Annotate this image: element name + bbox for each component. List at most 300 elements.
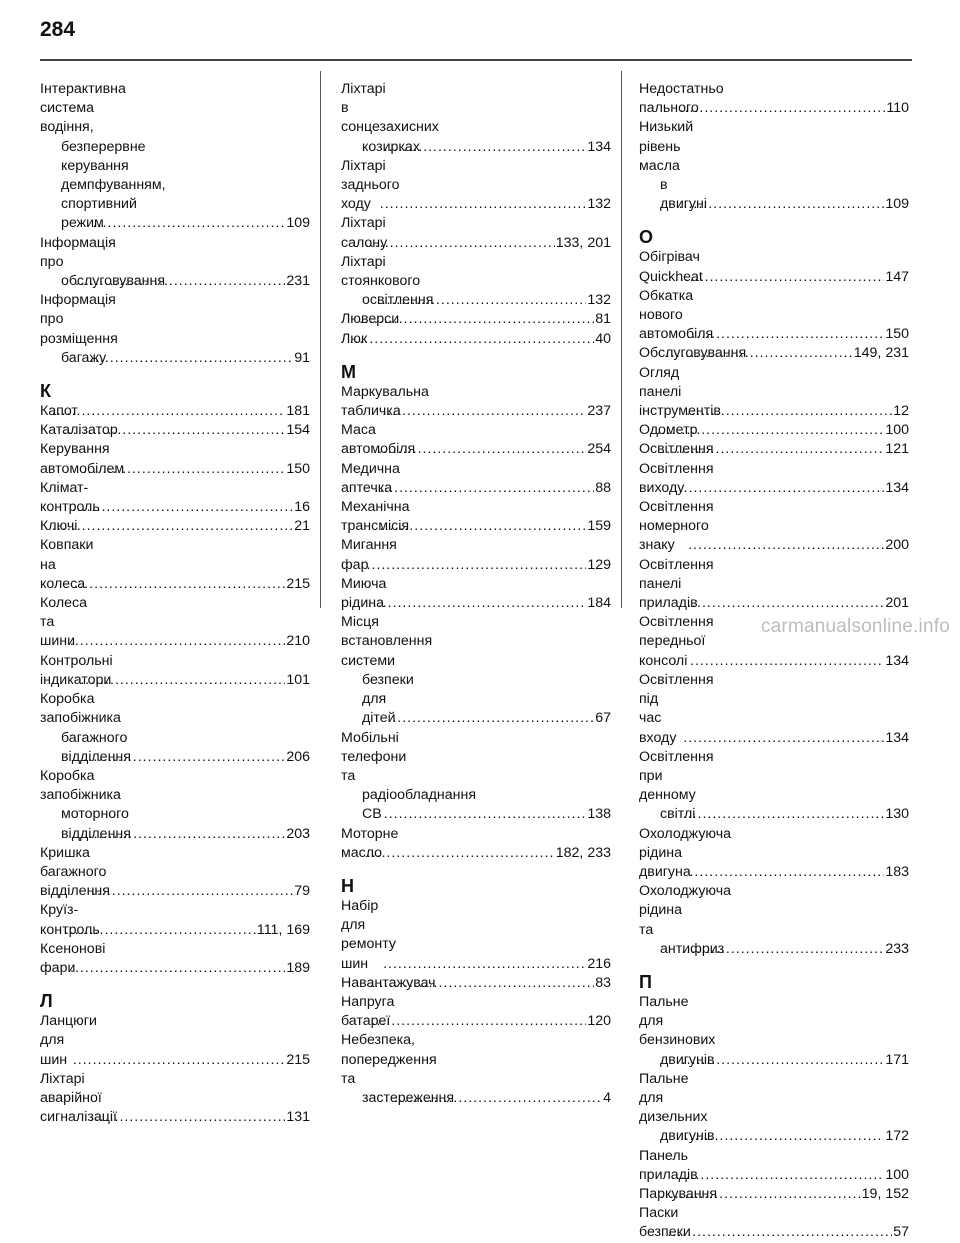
index-term — [639, 556, 714, 614]
page-reference: 16 — [294, 499, 310, 516]
index-term-line: Ліхтарі аварійної сигналізації — [40, 1070, 117, 1126]
index-entry — [639, 460, 909, 498]
index-term-continuation: освітлення — [362, 292, 434, 309]
index-term-line: Освітлення передньої консолі — [639, 614, 714, 669]
index-term-line: Інформація про розміщення — [40, 292, 118, 347]
index-entry — [40, 421, 310, 440]
index-term — [639, 993, 716, 1070]
page-reference: 121 — [885, 441, 909, 458]
page-reference: 138 — [587, 806, 611, 823]
index-term-line: Капот — [40, 403, 78, 420]
index-term-continuation: багажного відділення — [61, 729, 131, 765]
dot-leader — [384, 138, 587, 157]
page-reference: 111, 169 — [256, 921, 310, 938]
page-reference: 4 — [603, 1089, 611, 1106]
dot-leader — [368, 594, 586, 613]
index-term-continuation: моторного відділення — [61, 806, 131, 842]
dot-leader — [52, 402, 286, 421]
index-term-continuation: режим — [61, 215, 104, 232]
index-term-line: Недостатньо пального — [639, 81, 724, 117]
index-term-line: Коробка запобіжника — [40, 767, 121, 804]
dot-leader — [657, 421, 885, 440]
index-entry — [341, 575, 611, 613]
index-entry — [639, 421, 909, 440]
index-term-line: Освітлення — [639, 441, 714, 458]
index-term-line: Каталізатор — [40, 422, 118, 439]
index-term-line: Круїз-контроль — [40, 902, 100, 938]
dot-leader — [687, 594, 884, 613]
dot-leader — [83, 460, 286, 479]
index-term — [341, 460, 400, 498]
index-entry — [639, 556, 909, 614]
section-letter: П — [639, 971, 652, 992]
index-term-line: Кришка багажного відділення — [40, 844, 110, 900]
dot-leader — [367, 556, 587, 575]
index-term-line: Місця встановлення системи — [341, 614, 433, 669]
index-term-line: Огляд панелі інструментів — [639, 364, 721, 420]
dot-leader — [680, 1127, 884, 1146]
index-entry — [40, 1070, 310, 1128]
index-term — [40, 1070, 117, 1128]
index-term — [40, 767, 131, 844]
dot-leader — [369, 974, 594, 993]
index-entry — [40, 767, 310, 844]
page-reference: 183 — [885, 863, 909, 880]
index-term — [40, 402, 78, 421]
index-entry — [40, 536, 310, 594]
dot-leader — [675, 268, 884, 287]
dot-leader — [63, 421, 285, 440]
watermark: carmanualsonline.info — [760, 616, 950, 637]
dot-leader — [93, 214, 286, 233]
index-term-continuation: радіообладнання СВ — [362, 787, 477, 823]
page-reference: 91 — [294, 349, 310, 366]
index-term — [639, 364, 721, 422]
index-term — [639, 1204, 691, 1242]
index-term — [341, 897, 397, 974]
index-term — [341, 253, 434, 311]
index-term-line: Мобільні телефони та — [341, 729, 407, 784]
index-term-line: Ліхтарі стоянкового — [341, 253, 421, 290]
index-term-line: Освітлення панелі приладів — [639, 556, 714, 612]
index-entry — [40, 80, 310, 234]
index-column-3 — [639, 80, 909, 1243]
page-reference: 40 — [595, 330, 611, 347]
dot-leader — [359, 310, 594, 329]
index-term-line: Ксенонові фари — [40, 940, 106, 976]
index-term-line: Медична аптечка — [341, 460, 400, 496]
page-reference: 150 — [286, 460, 310, 477]
index-entry — [40, 1012, 310, 1070]
section-letter: К — [40, 381, 51, 402]
index-term — [341, 80, 439, 157]
dot-leader — [90, 349, 293, 368]
index-entry — [639, 1204, 909, 1242]
index-term-line: Маса автомобіля — [341, 422, 416, 458]
page-reference: 109 — [885, 196, 909, 213]
index-term — [639, 1070, 715, 1147]
index-term — [639, 118, 707, 214]
index-term-line: Люверси — [341, 311, 400, 328]
index-entry — [40, 517, 310, 536]
dot-leader — [382, 402, 586, 421]
index-term — [341, 974, 436, 993]
index-term-continuation: демпфуванням, спортивний — [61, 177, 166, 213]
index-term-line: Одометр — [639, 422, 698, 439]
index-term — [341, 330, 368, 349]
index-term-continuation: двигунів — [660, 1128, 715, 1145]
index-term-continuation: світлі — [660, 806, 696, 823]
dot-leader — [70, 959, 285, 978]
page-reference: 79 — [294, 883, 310, 900]
index-term-line: Освітлення під час входу — [639, 671, 714, 746]
dot-leader — [92, 882, 293, 901]
dot-leader — [682, 1051, 885, 1070]
dot-leader — [72, 498, 293, 517]
dot-leader — [680, 99, 886, 118]
index-term — [639, 460, 714, 498]
page-reference: 154 — [286, 422, 310, 439]
page-reference: 21 — [294, 518, 310, 535]
index-entry — [40, 901, 310, 939]
dot-leader — [372, 1012, 587, 1031]
index-entry — [341, 460, 611, 498]
index-term — [341, 993, 395, 1031]
index-term-line: Колеса та шини — [40, 595, 87, 650]
index-term-line: Клімат-контроль — [40, 479, 100, 516]
index-term — [341, 613, 433, 728]
index-entry — [639, 1185, 909, 1204]
index-term — [341, 575, 387, 613]
page-reference: 131 — [286, 1109, 310, 1126]
page-reference: 147 — [885, 268, 909, 285]
page-reference: 132 — [587, 196, 611, 213]
dot-leader — [80, 671, 285, 690]
index-term-line: Освітлення при денному — [639, 748, 714, 804]
index-term — [341, 214, 388, 252]
page-reference: 88 — [595, 479, 611, 496]
index-entry — [341, 613, 611, 728]
page-reference: 134 — [885, 729, 909, 746]
index-term-line: Освітлення номерного знаку — [639, 499, 714, 554]
page-reference: 233 — [885, 940, 909, 957]
index-entry — [639, 248, 909, 286]
page-reference: 120 — [587, 1013, 611, 1030]
index-term-line: Керування автомобілем — [40, 441, 125, 477]
page-reference: 237 — [587, 403, 611, 420]
page-reference: 216 — [587, 955, 611, 972]
page-reference: 100 — [885, 1166, 909, 1183]
index-term — [639, 613, 714, 671]
dot-leader — [679, 195, 885, 214]
page-reference: 134 — [587, 138, 611, 155]
page-reference: 110 — [886, 100, 909, 117]
page-reference: 100 — [885, 422, 909, 439]
index-entry — [341, 253, 611, 311]
page-reference: 101 — [286, 671, 310, 688]
index-term — [341, 825, 399, 863]
index-term — [40, 536, 94, 594]
index-term — [40, 291, 118, 368]
index-entry — [40, 234, 310, 292]
page-reference: 210 — [286, 633, 310, 650]
index-term-line: Освітлення виходу — [639, 460, 714, 496]
dot-leader — [689, 863, 884, 882]
index-term-line: Пальне для дизельних — [639, 1070, 708, 1126]
index-term-line: Коробка запобіжника — [40, 691, 121, 727]
index-entry — [341, 310, 611, 329]
dot-leader — [688, 536, 884, 555]
dot-leader — [671, 1166, 885, 1185]
page-reference: 215 — [286, 1051, 310, 1068]
index-entry — [639, 498, 909, 556]
index-entry — [341, 383, 611, 421]
page-reference: 254 — [587, 441, 611, 458]
page-reference: 189 — [286, 959, 310, 976]
index-term-line: Контрольні індикатори — [40, 652, 113, 688]
index-entry — [40, 940, 310, 978]
index-term — [639, 248, 703, 286]
index-entry — [341, 729, 611, 825]
index-term-line: Ліхтарі заднього ходу — [341, 157, 400, 213]
index-term-line: Ліхтарі салону — [341, 215, 388, 251]
index-term — [639, 671, 714, 748]
index-entry — [341, 974, 611, 993]
index-entry — [639, 882, 909, 959]
page-reference: 203 — [286, 825, 310, 842]
index-term — [341, 421, 416, 459]
dot-leader — [380, 517, 587, 536]
page-reference: 206 — [286, 748, 310, 765]
index-term-line: Ковпаки на колеса — [40, 537, 94, 592]
column-divider — [621, 71, 622, 608]
index-term-continuation: обслуговування — [61, 273, 166, 290]
column-divider — [320, 71, 321, 608]
index-entry — [639, 1070, 909, 1147]
dot-leader — [667, 1223, 892, 1242]
dot-leader — [666, 344, 853, 363]
dot-leader — [384, 805, 587, 824]
page-reference: 130 — [885, 806, 909, 823]
section-letter: Л — [40, 991, 53, 1012]
page-reference: 67 — [595, 710, 611, 727]
page-reference: 201 — [885, 595, 909, 612]
dot-leader — [70, 632, 285, 651]
index-entry — [341, 536, 611, 574]
index-term-line: Інформація про — [40, 234, 116, 270]
index-entry — [639, 748, 909, 825]
dot-leader — [661, 440, 884, 459]
dot-leader — [83, 748, 285, 767]
page-reference: 150 — [885, 326, 909, 343]
index-term-line: Інтерактивна система водіння, — [40, 81, 126, 136]
page-reference: 109 — [286, 215, 310, 232]
index-entry — [639, 825, 909, 883]
dot-leader — [377, 291, 587, 310]
index-term-line: Обкатка нового автомобіля — [639, 287, 714, 343]
index-term — [639, 748, 714, 825]
dot-leader — [394, 1089, 602, 1108]
index-column-2 — [341, 80, 611, 1108]
index-term — [40, 517, 78, 536]
index-term — [639, 80, 724, 118]
page-reference: 159 — [587, 518, 611, 535]
section-letter: О — [639, 227, 654, 248]
index-term-line: Ланцюги для шин — [40, 1013, 97, 1068]
index-term-line: Ліхтарі в сонцезахисних — [341, 81, 439, 136]
index-entry — [40, 594, 310, 652]
dot-leader — [74, 575, 285, 594]
index-term-continuation: безпеки для дітей — [362, 671, 414, 727]
dot-leader — [683, 805, 885, 824]
index-term — [639, 344, 747, 363]
index-term-continuation: багажу — [61, 349, 107, 366]
page-reference: 133, 201 — [555, 234, 611, 251]
index-term — [341, 1031, 455, 1108]
index-entry — [341, 897, 611, 974]
index-term — [40, 652, 113, 690]
index-term-line: Панель приладів — [639, 1147, 698, 1183]
index-entry — [341, 80, 611, 157]
dot-leader — [681, 940, 884, 959]
index-term-line: Напруга батареї — [341, 993, 395, 1030]
page-reference: 215 — [286, 575, 310, 592]
page-reference: 134 — [885, 479, 909, 496]
dot-leader — [392, 709, 594, 728]
index-entry — [639, 671, 909, 748]
index-entry — [341, 825, 611, 863]
index-entry — [341, 993, 611, 1031]
header-rule — [40, 59, 912, 61]
index-term-continuation: в двигуні — [660, 177, 707, 213]
index-entry — [639, 993, 909, 1070]
index-term — [341, 729, 477, 825]
dot-leader — [383, 955, 586, 974]
index-term-line: Охолоджуюча рідина двигуна — [639, 825, 732, 880]
index-term — [40, 594, 87, 652]
index-entry — [40, 291, 310, 368]
index-term-continuation: безперервне керування — [61, 138, 146, 174]
index-term-line: Низький рівень масла — [639, 119, 694, 174]
page-reference: 181 — [286, 403, 310, 420]
index-entry — [341, 330, 611, 349]
page-reference: 172 — [885, 1128, 909, 1145]
dot-leader — [73, 1051, 285, 1070]
index-term-line: Небезпека, попередження та — [341, 1032, 437, 1087]
index-term-continuation: козирках — [362, 138, 420, 155]
index-entry — [639, 1147, 909, 1185]
section-letter: Н — [341, 875, 354, 896]
index-term-line: Мигання фар — [341, 537, 397, 573]
index-term — [40, 234, 166, 292]
index-term-line: Обігрівач Quickheat — [639, 249, 703, 285]
index-entry — [639, 440, 909, 459]
index-entry — [40, 690, 310, 767]
index-term — [639, 1185, 718, 1204]
index-term-continuation: застереження — [362, 1089, 455, 1106]
index-term-line: Пальне для бензинових — [639, 993, 716, 1049]
index-term — [40, 1012, 97, 1070]
page-reference: 184 — [587, 595, 611, 612]
dot-leader — [350, 330, 595, 349]
index-entry — [639, 344, 909, 363]
index-term-line: Охолоджуюча рідина та — [639, 883, 732, 938]
index-term — [341, 498, 410, 536]
index-term — [40, 479, 100, 517]
dot-leader — [75, 272, 285, 291]
dot-leader — [365, 234, 555, 253]
index-term-line: Люк — [341, 330, 368, 347]
page-reference: 132 — [587, 292, 611, 309]
index-term — [40, 80, 166, 234]
dot-leader — [380, 195, 587, 214]
index-entry — [639, 287, 909, 345]
index-term — [40, 901, 100, 939]
index-term — [639, 498, 714, 556]
page-reference: 83 — [595, 974, 611, 991]
index-entry — [40, 402, 310, 421]
index-entry — [341, 157, 611, 215]
dot-leader — [90, 1108, 286, 1127]
index-entry — [341, 498, 611, 536]
page-reference: 149, 231 — [853, 345, 909, 362]
index-term — [639, 825, 732, 883]
dot-leader — [52, 517, 293, 536]
dot-leader — [686, 325, 884, 344]
index-term-continuation: двигунів — [660, 1051, 715, 1068]
index-entry — [639, 118, 909, 214]
index-term-line: Набір для ремонту шин — [341, 897, 397, 972]
index-term — [639, 421, 698, 440]
page-reference: 182, 233 — [555, 844, 611, 861]
index-term — [40, 421, 118, 440]
index-term-line: Паркування — [639, 1185, 718, 1202]
page-reference: 200 — [885, 537, 909, 554]
page-reference: 19, 152 — [861, 1185, 909, 1202]
index-entry — [341, 421, 611, 459]
index-term — [40, 440, 125, 478]
index-term — [40, 690, 131, 767]
dot-leader — [374, 479, 594, 498]
page-reference: 81 — [595, 311, 611, 328]
index-term — [341, 310, 400, 329]
dot-leader — [367, 844, 555, 863]
dot-leader — [686, 402, 892, 421]
index-entry — [40, 440, 310, 478]
index-term — [639, 1147, 698, 1185]
index-term — [639, 440, 714, 459]
dot-leader — [674, 479, 885, 498]
index-entry — [40, 652, 310, 690]
index-entry — [40, 844, 310, 902]
index-term-line: Ключі — [40, 518, 78, 535]
dot-leader — [84, 825, 286, 844]
dot-leader — [660, 1185, 861, 1204]
index-entry — [639, 364, 909, 422]
index-term-line: Моторне масло — [341, 825, 399, 861]
index-term-line: Паски безпеки — [639, 1205, 691, 1241]
index-term — [40, 940, 106, 978]
index-term — [341, 157, 400, 215]
index-term — [40, 844, 110, 902]
index-term — [341, 536, 397, 574]
page-reference: 57 — [893, 1224, 909, 1241]
dot-leader — [373, 440, 586, 459]
index-term-line: Механічна трансмісія — [341, 499, 410, 535]
page-number: 284 — [40, 18, 76, 41]
page-reference: 171 — [885, 1051, 909, 1068]
index-term-line: Навантажувач — [341, 974, 436, 991]
